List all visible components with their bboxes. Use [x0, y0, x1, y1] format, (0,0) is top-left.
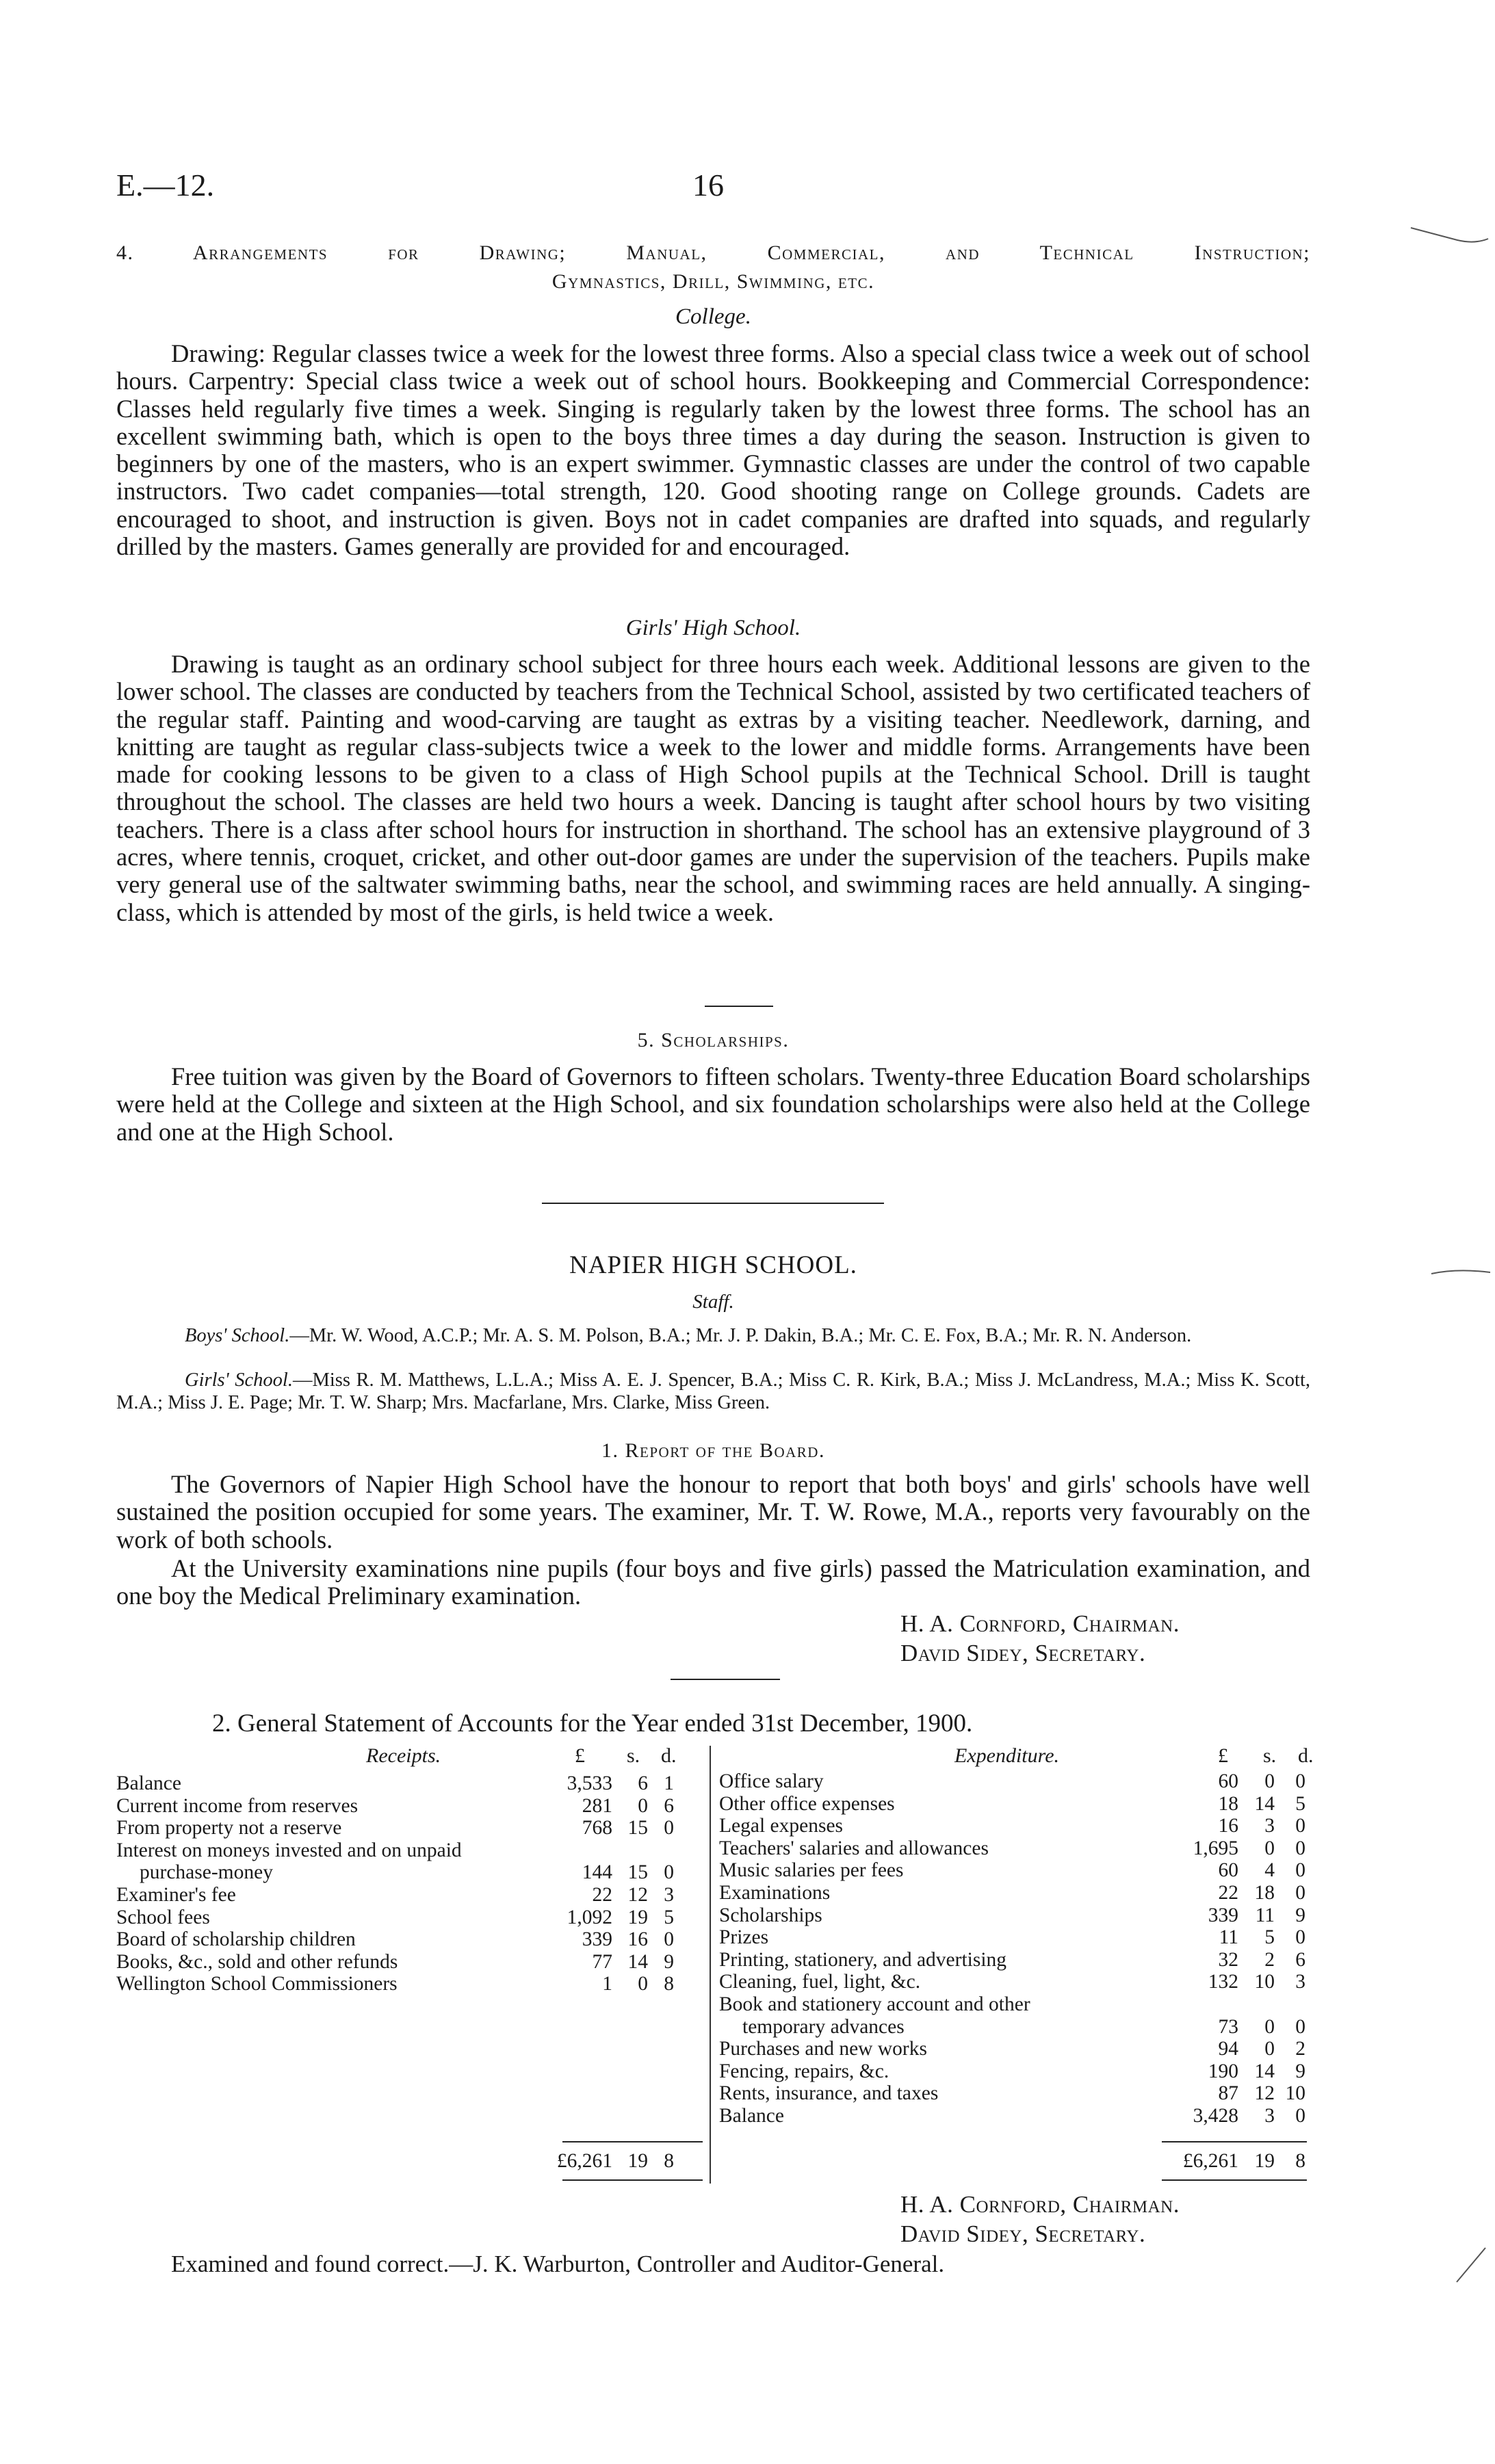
receipts-total-pence: 8 [664, 2150, 674, 2172]
receipts-row-shillings: 16 [627, 1928, 648, 1951]
receipts-row-shillings: 14 [627, 1950, 648, 1973]
receipts-shillings-head: s. [627, 1744, 640, 1767]
boys-staff-names: —Mr. W. Wood, A.C.P.; Mr. A. S. M. Polson, B.A.; Mr. J. P. Dakin, B.A.; Mr. C. E. Fox, B.A.; Mr. R. N. Anderson. [289, 1325, 1192, 1346]
expenditure-row-shillings: 0 [1264, 1837, 1275, 1859]
receipts-row-shillings: 0 [638, 1973, 648, 1995]
short-divider [705, 1006, 773, 1007]
receipts-row-pounds: 1,092 [567, 1906, 612, 1928]
accounts-signature-secretary: David Sidey, Secretary. [900, 2220, 1146, 2247]
scholarships-paragraph: Free tuition was given by the Board of Governors to fifteen scholars. Twenty-three Education Board scholarships were held at the College and sixteen at the High School, and six foundation scholarships were also held at the College and one at the High School. [116, 1062, 1310, 1146]
expenditure-row-pounds: 60 [1218, 1770, 1238, 1792]
table-column-divider [710, 1746, 711, 2184]
expenditure-row-shillings: 5 [1264, 1926, 1275, 1949]
receipts-row-pounds: 1 [602, 1973, 612, 1995]
expenditure-row-shillings: 3 [1264, 1815, 1275, 1837]
signature-chairman: H. A. Cornford, Chairman. [900, 1610, 1180, 1637]
receipts-pounds-head: £ [575, 1744, 585, 1767]
receipts-row-pence: 5 [664, 1906, 674, 1928]
receipts-row-shillings: 15 [627, 1817, 648, 1839]
expenditure-row-pounds: 132 [1208, 1971, 1238, 1993]
scan-mark-top [1409, 222, 1492, 250]
expenditure-row-pence: 6 [1295, 1948, 1305, 1971]
girls-staff-list [116, 1369, 1310, 1414]
expenditure-row-label: Scholarships [719, 1904, 822, 1926]
receipts-row-pounds: 77 [592, 1950, 612, 1973]
boys-school-label: Boys' School. [185, 1325, 290, 1346]
expenditure-row-label: Examinations [719, 1882, 831, 1904]
expenditure-pence-head: d. [1298, 1744, 1314, 1767]
receipts-row-shillings: 6 [638, 1772, 648, 1794]
expenditure-row-label: Music salaries per fees [719, 1859, 904, 1882]
receipts-total-underline [562, 2179, 703, 2181]
receipts-row-label: Board of scholarship children [116, 1928, 356, 1951]
expenditure-shillings-head: s. [1263, 1744, 1277, 1767]
expenditure-row-pence: 2 [1295, 2038, 1305, 2060]
receipts-row-pence: 1 [664, 1772, 674, 1794]
receipts-row-label: Books, &c., sold and other refunds [116, 1950, 398, 1973]
receipts-row-label: Examiner's fee [116, 1884, 236, 1906]
expenditure-total-rule [1162, 2141, 1307, 2142]
expenditure-row-pounds: 339 [1208, 1904, 1238, 1926]
expenditure-row-shillings: 11 [1255, 1904, 1275, 1926]
expenditure-row-label: Other office expenses [719, 1792, 895, 1815]
accounts-signature-chairman: H. A. Cornford, Chairman. [900, 2191, 1180, 2218]
report-paragraph-2: At the University examinations nine pupils (four boys and five girls) passed the Matriculation examination, and one boy the Medical Preliminary examination. [116, 1554, 1310, 1610]
receipts-row-label: Balance [116, 1772, 181, 1794]
expenditure-row-shillings: 2 [1264, 1948, 1275, 1971]
expenditure-row-pence: 3 [1295, 1971, 1305, 1993]
expenditure-row-pence: 0 [1295, 1859, 1305, 1882]
receipts-row-pence: 0 [664, 1817, 674, 1839]
receipts-row-shillings: 19 [627, 1906, 648, 1928]
receipts-total-pounds: £6,261 [556, 2150, 612, 2172]
expenditure-row-label: Rents, insurance, and taxes [719, 2082, 939, 2105]
section-divider [542, 1203, 884, 1204]
receipts-row-shillings: 15 [627, 1861, 648, 1884]
expenditure-total-underline [1162, 2179, 1307, 2181]
page-reference: E.—12. [116, 168, 215, 202]
expenditure-row-pence: 0 [1295, 1837, 1305, 1859]
receipts-total-rule [562, 2141, 703, 2142]
expenditure-row-label: Book and stationery account and other [719, 1993, 1030, 2015]
expenditure-row-shillings: 10 [1254, 1971, 1275, 1993]
expenditure-row-pence: 0 [1295, 1815, 1305, 1837]
expenditure-row-pounds: 94 [1218, 2038, 1238, 2060]
expenditure-row-label: Cleaning, fuel, light, &c. [719, 1971, 921, 1993]
expenditure-row-pounds: 73 [1218, 2015, 1238, 2038]
girls-school-label: Girls' School. [185, 1369, 293, 1391]
boys-staff-list [116, 1324, 1310, 1347]
section4-title-line2: Gymnastics, Drill, Swimming, etc. [551, 270, 875, 293]
accounts-title: 2. General Statement of Accounts for the Year ended 31st December, 1900. [212, 1709, 973, 1738]
receipts-row-pounds: 281 [582, 1794, 612, 1817]
receipts-row-label: School fees [116, 1906, 210, 1928]
receipts-pence-head: d. [661, 1744, 677, 1767]
expenditure-row-pence: 9 [1295, 2060, 1305, 2082]
expenditure-row-label: temporary advances [742, 2015, 905, 2038]
expenditure-row-pounds: 1,695 [1193, 1837, 1238, 1859]
expenditure-row-shillings: 0 [1264, 2038, 1275, 2060]
short-divider-2 [671, 1679, 780, 1680]
receipts-total-shillings: 19 [627, 2150, 648, 2172]
expenditure-row-pence: 0 [1295, 2015, 1305, 2038]
receipts-heading: Receipts. [366, 1744, 441, 1767]
expenditure-total-shillings: 19 [1254, 2150, 1275, 2172]
college-heading: College. [675, 304, 751, 329]
section4-title-line1: 4. Arrangements for Drawing; Manual, Commercial, and Technical Instruction; [116, 241, 1310, 264]
receipts-row-label: Wellington School Commissioners [116, 1973, 398, 1995]
receipts-row-pounds: 768 [582, 1817, 612, 1839]
expenditure-row-pounds: 11 [1219, 1926, 1238, 1949]
expenditure-pounds-head: £ [1218, 1744, 1228, 1767]
expenditure-row-label: Prizes [719, 1926, 769, 1949]
receipts-row-pence: 0 [664, 1928, 674, 1951]
report-of-board-title: 1. Report of the Board. [601, 1439, 825, 1462]
staff-heading: Staff. [692, 1291, 734, 1313]
expenditure-row-pence: 0 [1295, 1882, 1305, 1904]
page-number: 16 [692, 168, 724, 202]
receipts-row-pence: 9 [664, 1950, 674, 1973]
scan-mark-middle [1430, 1266, 1492, 1279]
expenditure-row-label: Fencing, repairs, &c. [719, 2060, 889, 2082]
expenditure-row-shillings: 0 [1264, 1770, 1275, 1792]
scholarships-title: 5. Scholarships. [637, 1029, 790, 1051]
girls-high-school-heading: Girls' High School. [625, 616, 801, 640]
expenditure-row-shillings: 18 [1254, 1882, 1275, 1904]
expenditure-row-pence: 9 [1295, 1904, 1305, 1926]
expenditure-row-pounds: 22 [1218, 1882, 1238, 1904]
expenditure-row-shillings: 14 [1254, 2060, 1275, 2082]
expenditure-row-pounds: 3,428 [1193, 2105, 1238, 2127]
receipts-row-pounds: 339 [582, 1928, 612, 1951]
expenditure-row-shillings: 12 [1254, 2082, 1275, 2105]
receipts-row-label: purchase-money [140, 1861, 273, 1884]
expenditure-row-pence: 0 [1295, 1926, 1305, 1949]
receipts-row-pounds: 144 [582, 1861, 612, 1884]
expenditure-row-pence: 0 [1295, 1770, 1305, 1792]
expenditure-row-pounds: 16 [1218, 1815, 1238, 1837]
expenditure-row-shillings: 3 [1264, 2105, 1275, 2127]
expenditure-row-pounds: 32 [1218, 1948, 1238, 1971]
expenditure-row-pounds: 87 [1218, 2082, 1238, 2105]
report-paragraph-1: The Governors of Napier High School have the honour to report that both boys' and girls' schools have well sustained the position occupied for some years. The examiner, Mr. T. W. Rowe, M.A., reports very favourably on the work of both schools. [116, 1470, 1310, 1554]
receipts-row-label: Interest on moneys invested and on unpaid [116, 1839, 462, 1861]
college-paragraph: Drawing: Regular classes twice a week for the lowest three forms. Also a special class twice a week out of school hours. Carpentry: Special class twice a week out of school hours. Bookkeeping and Commercial Correspondence: Classes held regularly five times a week. Singing is regularly taken by the lowest three forms. The school has an excellent swimming bath, which is open to the boys three times a day during the season. Instruction is given to beginners by one of the masters, who is an expert swimmer. Gymnastic classes are under the control of two capable instructors. Two cadet companies—total strength, 120. Good shooting range on College grounds. Cadets are encouraged to shoot, and instruction is given. Boys not in cadet companies are drafted into squads, and regularly drilled by the masters. Games generally are provided for and encouraged. [116, 339, 1310, 561]
expenditure-row-pence: 5 [1295, 1792, 1305, 1815]
expenditure-row-shillings: 4 [1264, 1859, 1275, 1882]
auditor-footer: Examined and found correct.—J. K. Warburton, Controller and Auditor-General. [171, 2251, 945, 2277]
expenditure-row-label: Printing, stationery, and advertising [719, 1948, 1007, 1971]
receipts-row-pounds: 3,533 [567, 1772, 612, 1794]
expenditure-row-label: Office salary [719, 1770, 824, 1792]
expenditure-row-label: Purchases and new works [719, 2038, 927, 2060]
expenditure-total-pence: 8 [1295, 2150, 1305, 2172]
expenditure-row-pence: 10 [1285, 2082, 1305, 2105]
expenditure-row-label: Legal expenses [719, 1815, 844, 1837]
expenditure-heading: Expenditure. [954, 1744, 1060, 1767]
expenditure-row-pence: 0 [1295, 2105, 1305, 2127]
receipts-row-label: Current income from reserves [116, 1794, 359, 1817]
receipts-row-pence: 6 [664, 1794, 674, 1817]
signature-secretary: David Sidey, Secretary. [900, 1640, 1146, 1666]
receipts-row-shillings: 12 [627, 1884, 648, 1906]
napier-high-school-title: NAPIER HIGH SCHOOL. [569, 1251, 857, 1279]
girls-high-school-paragraph: Drawing is taught as an ordinary school subject for three hours each week. Additional lessons are given to the lower school. The classes are conducted by teachers from the Technical School, assisted by two certificated teachers of the regular staff. Painting and wood-carving are taught as extras by a visiting teacher. Needlework, darning, and knitting are taught as regular class-subjects twice a week to the lower and middle forms. Arrangements have been made for cooking lessons to be given to a class of High School pupils at the Technical School. Drill is taught throughout the school. The classes are held two hours a week. Dancing is taught after school hours by two visiting teachers. There is a class after school hours for instruction in shorthand. The school has an extensive playground of 3 acres, where tennis, croquet, cricket, and other out-door games are under the supervision of the teachers. Pupils make very general use of the saltwater swimming baths, near the school, and swimming races are held annually. A singing-class, which is attended by most of the girls, is held twice a week. [116, 650, 1310, 926]
expenditure-row-shillings: 14 [1254, 1792, 1275, 1815]
expenditure-row-pounds: 18 [1218, 1792, 1238, 1815]
girls-staff-names: —Miss R. M. Matthews, L.L.A.; Miss A. E. J. Spencer, B.A.; Miss C. R. Kirk, B.A.; Miss J. McLandress, M.A.; Miss K. Scott, M.A.; Miss J. E. Page; Mr. T. W. Sharp; Mrs. Macfarlane, Mrs. Clarke, Miss Green. [116, 1369, 1311, 1413]
receipts-row-pence: 0 [664, 1861, 674, 1884]
expenditure-row-pounds: 60 [1218, 1859, 1238, 1882]
scan-mark-bottom [1454, 2244, 1488, 2285]
expenditure-total-pounds: £6,261 [1182, 2150, 1238, 2172]
receipts-row-label: From property not a reserve [116, 1817, 342, 1839]
expenditure-row-pounds: 190 [1208, 2060, 1238, 2082]
receipts-row-pounds: 22 [592, 1884, 612, 1906]
receipts-row-pence: 8 [664, 1973, 674, 1995]
receipts-row-pence: 3 [664, 1884, 674, 1906]
expenditure-row-label: Balance [719, 2105, 784, 2127]
receipts-row-shillings: 0 [638, 1794, 648, 1817]
expenditure-row-shillings: 0 [1264, 2015, 1275, 2038]
expenditure-row-label: Teachers' salaries and allowances [719, 1837, 989, 1859]
